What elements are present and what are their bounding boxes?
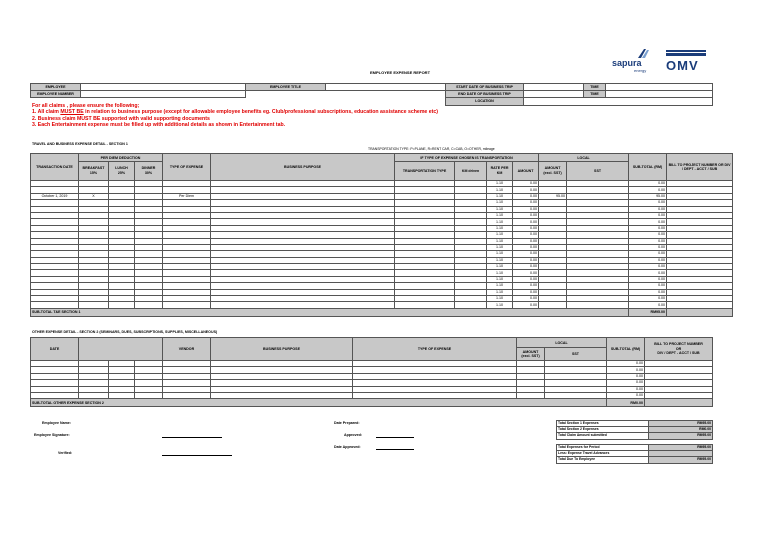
row-amount: 0.00 (513, 206, 539, 212)
time-field-2[interactable] (606, 91, 713, 98)
row-subtotal: 0.00 (629, 264, 667, 270)
employee-label: EMPLOYEE (31, 84, 81, 91)
employee-title-label: EMPLOYEE TITLE (246, 84, 326, 91)
row-subtotal: 0.00 (629, 206, 667, 212)
row-amount: 0.00 (513, 283, 539, 289)
row-rate: 1.10 (487, 187, 513, 193)
row-rate: 1.10 (487, 283, 513, 289)
row-subtotal: 0.00 (629, 238, 667, 244)
summary-table (556, 420, 713, 440)
row-rate: 1.10 (487, 206, 513, 212)
row-subtotal: 0.00 (629, 212, 667, 218)
row-amount: 0.00 (513, 257, 539, 263)
row-rate: 1.10 (487, 302, 513, 308)
col-business-purpose: BUSINESS PURPOSE (211, 154, 395, 181)
row-rate: 1.10 (487, 193, 513, 199)
row-subtotal: 0.00 (629, 181, 667, 187)
approved-line[interactable] (376, 437, 414, 438)
row-rate: 1.10 (487, 219, 513, 225)
s2-col-amount-excl-sst: AMOUNT (excl. SST) (517, 348, 545, 361)
s2-local-header: LOCAL (517, 338, 607, 348)
row-amount: 0.00 (513, 270, 539, 276)
row-subtotal: 0.00 (629, 232, 667, 238)
col-lunch: LUNCH 25% (109, 162, 135, 181)
s2-col-sst: SST (545, 348, 607, 361)
col-subtotal: SUB-TOTAL (RM) (629, 154, 667, 181)
col-bill-to: BILL TO PROJECT NUMBER OR DIV / DEPT - ACCT / SUB (667, 154, 733, 181)
col-km-driven: KM driven (455, 162, 487, 181)
summary-label: Total Section 1 Expenses (557, 421, 649, 427)
notice-line-3: 2. Business claim MUST BE supported with valid supporting documents (32, 115, 210, 122)
row-rate: 1.10 (487, 270, 513, 276)
employee-field[interactable] (81, 84, 246, 91)
row-rate: 1.10 (487, 276, 513, 282)
s2-col-date: DATE (31, 338, 79, 361)
date-prepared-label: Date Prepared: (334, 421, 360, 425)
row-subtotal: 0.00 (629, 251, 667, 257)
col-sst: SST (567, 162, 629, 181)
row-subtotal: 0.00 (629, 283, 667, 289)
summary-label: Total Section 2 Expenses (557, 427, 649, 433)
employee-number-field[interactable] (81, 91, 246, 98)
approved-label: Approved: (344, 433, 362, 437)
summary-label: Total Expenses for Period (557, 445, 649, 451)
row-amount: 0.00 (513, 225, 539, 231)
s2-col-type-of-expense: TYPE OF EXPENSE (353, 338, 517, 361)
row-rate: 1.10 (487, 200, 513, 206)
verified-line[interactable] (162, 455, 232, 456)
row-rate: 1.10 (487, 264, 513, 270)
row-amount: 0.00 (513, 232, 539, 238)
row-amount: 0.00 (513, 251, 539, 257)
col-dinner: DINNER 30% (135, 162, 163, 181)
summary-label: Less: Expense Travel Advances (557, 451, 649, 457)
employee-name-label: Employee Name: (42, 421, 71, 425)
row-rate: 1.10 (487, 289, 513, 295)
col-amount: AMOUNT (513, 162, 539, 181)
section1-subtotal-value: RM95.00 (629, 308, 667, 316)
row-amount: 0.00 (513, 276, 539, 282)
omv-logo (662, 48, 712, 74)
s2-row-subtotal: 0.00 (607, 392, 645, 398)
verified-label: Verified: (58, 451, 73, 455)
summary-label: Total Claim Amount submitted (557, 433, 649, 439)
employee-number-label: EMPLOYEE NUMBER (31, 91, 81, 98)
employee-title-field[interactable] (326, 84, 446, 91)
row-rate: 1.10 (487, 251, 513, 257)
row-amount: 0.00 (513, 212, 539, 218)
report-title: EMPLOYEE EXPENSE REPORT (370, 70, 431, 75)
section2-title: OTHER EXPENSE DETAIL - SECTION 2 (SEMINARS, DUES, SUBSCRIPTIONS, SUPPLIES, MISCELLANEOUS) (32, 330, 218, 334)
section2-subtotal-label: SUB-TOTAL OTHER EXPENSE SECTION 2 (31, 399, 607, 407)
row-subtotal: 0.00 (629, 187, 667, 193)
summary-row (557, 433, 713, 439)
col-amount-excl-sst: AMOUNT (excl. SST) (539, 162, 567, 181)
s2-row-subtotal: 0.00 (607, 373, 645, 379)
end-date-field[interactable] (524, 91, 584, 98)
sapura-wordmark: sapura (612, 58, 642, 68)
transport-note: TRANSPORTATION TYPE: P=PLANE, R=RENT CAR, C=CAB, O=OTHER, mileage (368, 147, 495, 151)
row-amount: 0.00 (513, 244, 539, 250)
row-amount: 0.00 (513, 200, 539, 206)
date-approved-label: Date Approved: (334, 445, 361, 449)
end-date-label: END DATE OF BUSINESS TRIP (446, 91, 524, 98)
row-subtotal: 0.00 (629, 276, 667, 282)
s2-row-subtotal: 0.00 (607, 386, 645, 392)
section2-subtotal-value: RM0.00 (607, 399, 645, 407)
sapura-sub: energy (634, 68, 647, 73)
row-amount: 0.00 (513, 193, 539, 199)
summary-row (557, 457, 713, 463)
row-subtotal: 0.00 (629, 270, 667, 276)
start-date-field[interactable] (524, 84, 584, 91)
row-rate: 1.10 (487, 238, 513, 244)
row-rate: 1.10 (487, 257, 513, 263)
omv-wordmark: OMV (666, 58, 699, 73)
claims-notice (32, 103, 592, 129)
summary-label: Total Due To Employee (557, 457, 649, 463)
employee-signature-line[interactable] (162, 437, 222, 438)
notice-line-2: 1. All claim MUST BE in relation to business purpose (except for allowable employee benefits eg. Club/professional subscriptions, education assistance scheme etc) (32, 109, 438, 116)
s2-row-subtotal: 0.00 (607, 367, 645, 373)
s2-col-business-purpose: BUSINESS PURPOSE (211, 338, 353, 361)
s2-col-subtotal: SUB-TOTAL (RM) (607, 338, 645, 361)
s2-row-subtotal: 0.00 (607, 380, 645, 386)
row-rate: 1.10 (487, 296, 513, 302)
s2-row-subtotal: 0.00 (607, 361, 645, 367)
row-amount: 0.00 (513, 264, 539, 270)
row-amount: 0.00 (513, 219, 539, 225)
time-label-1: TIME (584, 84, 606, 91)
row-subtotal: 95.00 (629, 193, 667, 199)
row-amount: 0.00 (513, 302, 539, 308)
section2-table (30, 337, 713, 407)
col-transportation-type: TRANSPORTATION TYPE (395, 162, 455, 181)
row-subtotal: 0.00 (629, 225, 667, 231)
row-rate: 1.10 (487, 181, 513, 187)
row-amount: 0.00 (513, 296, 539, 302)
col-type-of-expense: TYPE OF EXPENSE (163, 154, 211, 181)
start-date-label: START DATE OF BUSINESS TRIP (446, 84, 524, 91)
row-subtotal: 0.00 (629, 257, 667, 263)
row-type[interactable]: Per Diem (163, 193, 211, 199)
employee-signature-label: Employee Signature: (34, 433, 70, 437)
summary-value: RM95.00 (649, 445, 713, 451)
row-subtotal: 0.00 (629, 219, 667, 225)
row-amount: 0.00 (513, 238, 539, 244)
row-rate: 1.10 (487, 244, 513, 250)
notice-line-4: 3. Each Entertainment expense must be filled up with additional details as shown in Entertainment tab. (32, 122, 286, 129)
row-amount: 0.00 (513, 187, 539, 193)
date-approved-line[interactable] (376, 449, 414, 450)
time-label-2: TIME (584, 91, 606, 98)
section1-table (30, 153, 733, 317)
row-subtotal: 0.00 (629, 289, 667, 295)
sapura-logo (612, 48, 654, 74)
s2-col-vendor: VENDOR (163, 338, 211, 361)
col-breakfast: BREAKFAST 15% (79, 162, 109, 181)
local-header: LOCAL (539, 154, 629, 162)
location-label: LOCATION (446, 98, 524, 105)
row-rate: 1.10 (487, 225, 513, 231)
section1-title: TRAVEL AND BUSINESS EXPENSE DETAIL - SECTION 1 (32, 142, 128, 146)
summary-table-2 (556, 444, 713, 464)
time-field-1[interactable] (606, 84, 713, 91)
summary-value: RM95.00 (649, 457, 713, 463)
col-rate-per-km: RATE PER KM (487, 162, 513, 181)
if-transport-header: IF TYPE OF EXPENSE CHOSEN IS TRANSPORTATION (395, 154, 539, 162)
notice-line-1: For all claims , please ensure the following; (32, 103, 140, 109)
row-subtotal: 0.00 (629, 200, 667, 206)
per-diem-deduction-header: PER DIEM DEDUCTION (79, 154, 163, 162)
s2-col-bill-to: BILL TO PROJECT NUMBER OR DIV / DEPT - ACCT / SUB (645, 338, 713, 361)
row-amount: 0.00 (513, 181, 539, 187)
row-subtotal: 0.00 (629, 302, 667, 308)
section1-subtotal-label: SUB-TOTAL T&E SECTION 1 (31, 308, 629, 316)
row-breakfast[interactable]: X (79, 193, 109, 199)
summary-value: RM95.00 (649, 433, 713, 439)
row-subtotal: 0.00 (629, 244, 667, 250)
row-amount: 0.00 (513, 289, 539, 295)
summary-value: RM95.00 (649, 421, 713, 427)
col-transaction-date: TRANSACTION DATE (31, 154, 79, 181)
row-subtotal: 0.00 (629, 296, 667, 302)
row-rate: 1.10 (487, 232, 513, 238)
row-rate: 1.10 (487, 212, 513, 218)
row-amount-excl[interactable]: 95.00 (539, 193, 567, 199)
row-date[interactable]: October 1, 2019 (31, 193, 79, 199)
summary-value: RM0.00 (649, 427, 713, 433)
